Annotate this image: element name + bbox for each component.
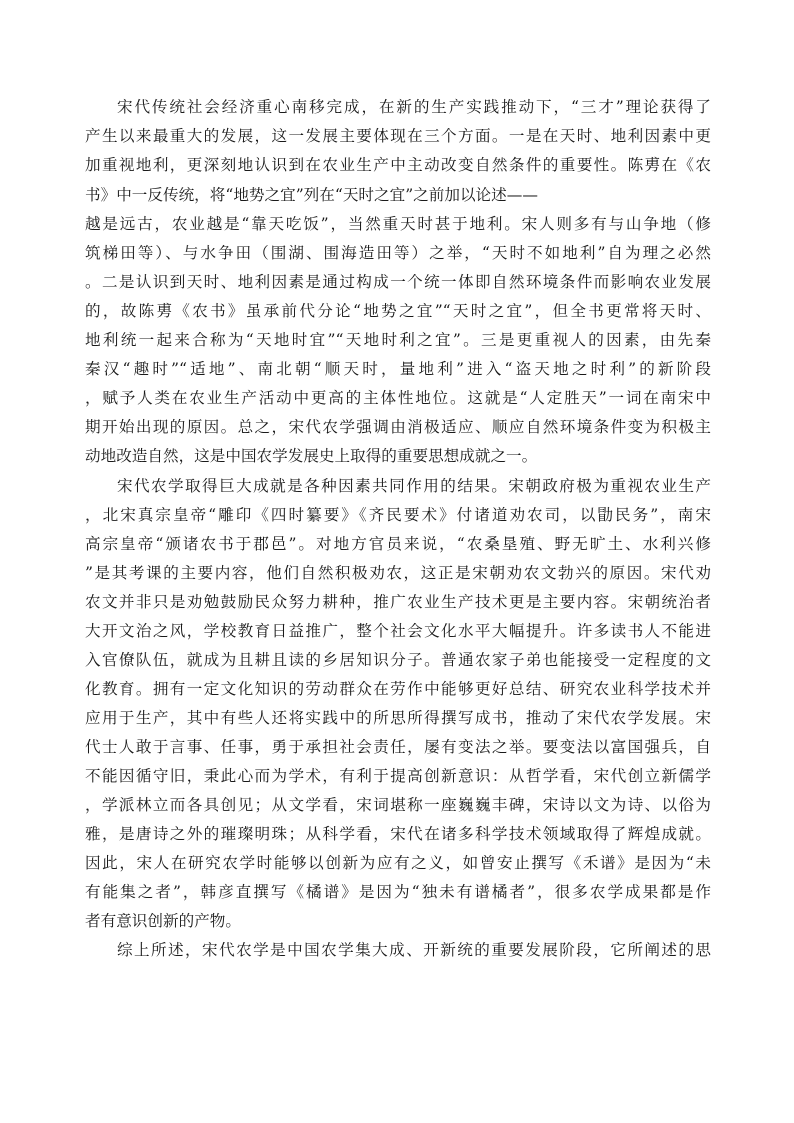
text-line: 越是远古，农业越是“靠天吃饭”，当然重天时甚于地利。宋人则多有与山争地（修 (85, 215, 711, 233)
text-line: 应用于生产，其中有些人还将实践中的所思所得撰写成书，推动了宋代农学发展。宋 (85, 709, 711, 727)
text-line: ”是其考课的主要内容，他们自然积极劝农，这正是宋朝劝农文勃兴的原因。宋代劝 (85, 564, 711, 582)
text-line: 农文并非只是劝勉鼓励民众努力耕种，推广农业生产技术更是主要内容。宋朝统治者 (85, 593, 711, 611)
text-line: 秦汉“趣时”“适地”、南北朝“顺天时，量地利”进入“盗天地之时利”的新阶段 (85, 360, 711, 378)
text-line: 综上所述，宋代农学是中国农学集大成、开新统的重要发展阶段，它所阐述的思 (117, 941, 711, 959)
text-line: 有能集之者”，韩彦直撰写《橘谱》是因为“独未有谱橘者”，很多农学成果都是作 (85, 883, 711, 901)
text-line: 宋代传统社会经济重心南移完成，在新的生产实践推动下，“三才”理论获得了 (117, 98, 711, 116)
text-line: 因此，宋人在研究农学时能够以创新为应有之义，如曾安止撰写《禾谱》是因为“未 (85, 854, 711, 872)
text-line: 高宗皇帝“颁诸农书于郡邑”。对地方官员来说，“农桑垦殖、野无旷土、水利兴修 (85, 535, 711, 553)
text-line: 宋代农学取得巨大成就是各种因素共同作用的结果。宋朝政府极为重视农业生产 (117, 477, 711, 495)
text-line: ，北宋真宗皇帝“雕印《四时纂要》《齐民要术》付诸道劝农司，以勖民务”，南宋 (85, 506, 711, 524)
text-line: 入官僚队伍，就成为且耕且读的乡居知识分子。普通农家子弟也能接受一定程度的文 (85, 651, 711, 669)
text-line: 者有意识创新的产物。 (85, 912, 241, 930)
text-line: 雅，是唐诗之外的璀璨明珠；从科学看，宋代在诸多科学技术领域取得了辉煌成就。 (85, 825, 711, 843)
text-line: 期开始出现的原因。总之，宋代农学强调由消极适应、顺应自然环境条件变为积极主 (85, 418, 711, 436)
text-line: 筑梯田等）、与水争田（围湖、围海造田等）之举，“天时不如地利”自为理之必然 (85, 244, 711, 262)
text-line: ，赋予人类在农业生产活动中更高的主体性地位。这就是“人定胜天”一词在南宋中 (85, 389, 711, 407)
text-line: ，学派林立而各具创见；从文学看，宋词堪称一座巍巍丰碑，宋诗以文为诗、以俗为 (85, 796, 711, 814)
text-line: 书》中一反传统，将“地势之宜”列在“天时之宜”之前加以论述—— (85, 186, 538, 204)
text-line: 的，故陈旉《农书》虽承前代分论“地势之宜”“天时之宜”，但全书更常将天时、 (85, 302, 711, 320)
text-line: 化教育。拥有一定文化知识的劳动群众在劳作中能够更好总结、研究农业科学技术并 (85, 680, 711, 698)
text-line: 产生以来最重大的发展，这一发展主要体现在三个方面。一是在天时、地利因素中更 (85, 127, 711, 145)
text-line: 加重视地利，更深刻地认识到在农业生产中主动改变自然条件的重要性。陈旉在《农 (85, 156, 711, 174)
text-line: 不能因循守旧，秉此心而为学术，有利于提高创新意识：从哲学看，宋代创立新儒学 (85, 767, 711, 785)
text-line: 代士人敢于言事、任事，勇于承担社会责任，屡有变法之举。要变法以富国强兵，自 (85, 738, 711, 756)
text-line: 大开文治之风，学校教育日益推广，整个社会文化水平大幅提升。许多读书人不能进 (85, 622, 711, 640)
text-line: 。二是认识到天时、地利因素是通过构成一个统一体即自然环境条件而影响农业发展 (85, 273, 711, 291)
text-line: 动地改造自然，这是中国农学发展史上取得的重要思想成就之一。 (85, 447, 538, 465)
text-line: 地利统一起来合称为“天地时宜”“天地时利之宜”。三是更重视人的因素，由先秦 (85, 331, 711, 349)
